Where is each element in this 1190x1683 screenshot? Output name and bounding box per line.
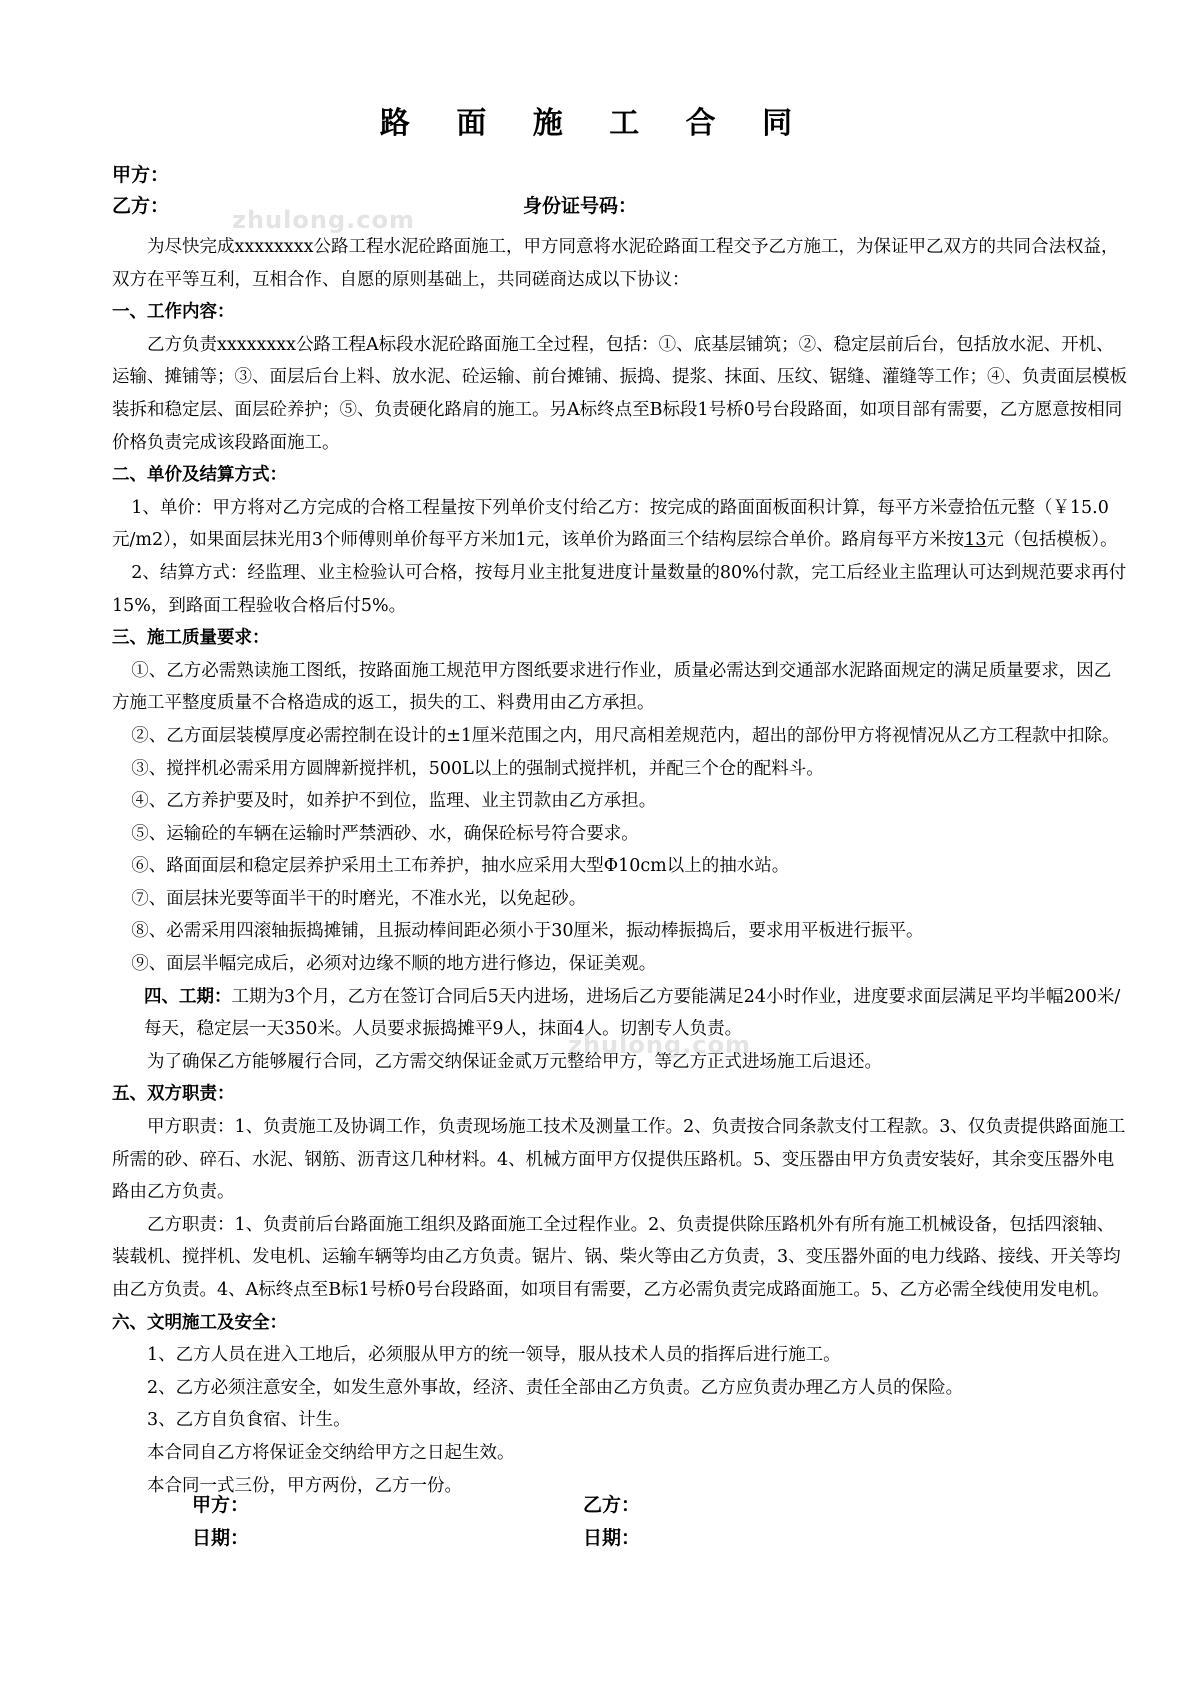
quality-item: ①、乙方必需熟读施工图纸，按路面施工规范甲方图纸要求进行作业，质量必需达到交通部水泥路面规定的满足质量要求，因乙方施工平整度质量不合格造成的返工，损失的工、料费用由乙方承担。 — [112, 660, 1112, 714]
closing-effective: 本合同自乙方将保证金交纳给甲方之日起生效。 — [147, 1442, 515, 1463]
contract-body — [112, 231, 1128, 1502]
quality-item: ⑥、路面面层和稳定层养护采用土工布养护，抽水应采用大型Φ10cm以上的抽水站。 — [131, 856, 790, 877]
quality-item: ④、乙方养护要及时，如养护不到位，监理、业主罚款由乙方承担。 — [131, 791, 657, 812]
quality-item: ⑧、必需采用四滚轴振捣摊铺，且振动棒间距必须小于30厘米，振动棒振捣后，要求用平板进行振平。 — [131, 921, 924, 942]
id-number-label: 身份证号码： — [523, 195, 638, 217]
section-3-heading: 三、施工质量要求： — [112, 628, 270, 649]
unit-price-text-end: 元（包括模板）。 — [986, 530, 1118, 551]
section-1-paragraph: 乙方负责xxxxxxxx公路工程A标段水泥砼路面施工全过程，包括：①、底基层铺筑；②、稳定层前后台，包括放水泥、开机、运输、摊铺等；③、面层后台上料、放水泥、砼运输、前台摊铺、振捣、提浆、抹面、压纹、锯缝、灌缝等工作；④、负责面层模板装拆和稳定层、面层砼养护；⑤、负责硬化路肩的施工。另A标终点至B标段1号桥0号台段路面，如项目部有需要，乙方愿意按相同价格负责完成该段路面施工。 — [112, 334, 1127, 453]
quality-item: ③、搅拌机必需采用方圆牌新搅拌机，500L以上的强制式搅拌机，并配三个仓的配料斗。 — [131, 758, 824, 779]
page-title: 路 面 施 工 合 同 — [379, 106, 811, 141]
party-b-label: 乙方： — [112, 195, 170, 217]
section-2-unit-price — [112, 492, 1128, 557]
signature-party-a: 甲方： — [192, 1494, 250, 1516]
section-2-settlement: 2、结算方式：经监理、业主检验认可合格，按每月业主批复进度计量数量的80%付款，完工后经业主监理认可达到规范要求再付15%，到路面工程验收合格后付5%。 — [112, 562, 1127, 616]
watermark-top: zhulong.com — [232, 206, 415, 234]
quality-item: ⑦、面层抹光要等面半干的时磨光，不准水光，以免起砂。 — [131, 888, 587, 909]
quality-item: ⑤、运输砼的车辆在运输时严禁洒砂、水，确保砼标号符合要求。 — [131, 823, 639, 844]
section-4-deposit: 为了确保乙方能够履行合同，乙方需交纳保证金贰万元整给甲方，等乙方正式进场施工后退还。 — [147, 1051, 882, 1072]
safety-item: 2、乙方必须注意安全，如发生意外事故，经济、责任全部由乙方负责。乙方应负责办理乙方人员的保险。 — [147, 1377, 964, 1398]
quality-item: ⑨、面层半幅完成后，必须对边缘不顺的地方进行修边，保证美观。 — [131, 954, 657, 975]
safety-item: 1、乙方人员在进入工地后，必须服从甲方的统一领导，服从技术人员的指挥后进行施工。 — [147, 1345, 841, 1366]
party-a-duties: 甲方职责：1、负责施工及协调工作，负责现场施工技术及测量工作。2、负责按合同条款支付工程款。3、仅负责提供路面施工所需的砂、碎石、水泥、钢筋、沥青这几种材料。4、机械方面甲方仅提供压路机。5、变压器由甲方负责安装好，其余变压器外电路由乙方负责。 — [112, 1117, 1126, 1203]
safety-item: 3、乙方自负食宿、计生。 — [147, 1410, 351, 1431]
section-2-heading: 二、单价及结算方式： — [112, 465, 287, 486]
section-5-heading: 五、双方职责： — [112, 1084, 235, 1105]
intro-paragraph: 为尽快完成xxxxxxxx公路工程水泥砼路面施工，甲方同意将水泥砼路面工程交予乙方施工，为保证甲乙双方的共同合法权益，双方在平等互利，互相合作、自愿的原则基础上，共同磋商达成以下协议： — [112, 237, 1119, 290]
closing-copies: 本合同一式三份，甲方两份，乙方一份。 — [147, 1475, 462, 1496]
section-4-paragraph — [112, 981, 1128, 1046]
shoulder-price-value: 13 — [964, 530, 987, 551]
section-4-heading: 四、工期： — [144, 986, 232, 1007]
quality-item: ②、乙方面层装模厚度必需控制在设计的±1厘米范围之内，用尺高相差规范内，超出的部份甲方将视情况从乙方工程款中扣除。 — [131, 725, 1120, 746]
signature-party-b: 乙方： — [583, 1494, 641, 1516]
section-1-heading: 一、工作内容： — [112, 302, 235, 323]
signature-date-b: 日期： — [583, 1527, 641, 1549]
signature-date-a: 日期： — [192, 1527, 250, 1549]
watermark-middle: zhulong.com — [568, 1031, 751, 1059]
section-4-text: 工期为3个月，乙方在签订合同后5天内进场，进场后乙方要能满足24小时作业，进度要求面层满足平均半幅200米/每天，稳定层一天350米。人员要求振捣摊平9人，抹面4人。切割专人负责。 — [144, 986, 1121, 1040]
party-b-duties: 乙方职责：1、负责前后台路面施工组织及路面施工全过程作业。2、负责提供除压路机外有所有施工机械设备，包括四滚轴、装载机、搅拌机、发电机、运输车辆等均由乙方负责。锯片、锅、柴火等由乙方负责，3、变压器外面的电力线路、接线、开关等均由乙方负责。4、A标终点至B标1号桥0号台段路面，如项目有需要，乙方必需负责完成路面施工。5、乙方必需全线使用发电机。 — [112, 1214, 1121, 1300]
unit-price-text: 1、单价：甲方将对乙方完成的合格工程量按下列单价支付给乙方：按完成的路面面板面积计算，每平方米壹拾伍元整（￥15.0元/m2），如果面层抹光用3个师傅则单价每平方米加1元，该单价为路面三个结构层综合单价。路肩每平方米按 — [112, 497, 1109, 551]
section-6-heading: 六、文明施工及安全： — [112, 1312, 287, 1333]
party-a-label: 甲方： — [112, 164, 170, 186]
